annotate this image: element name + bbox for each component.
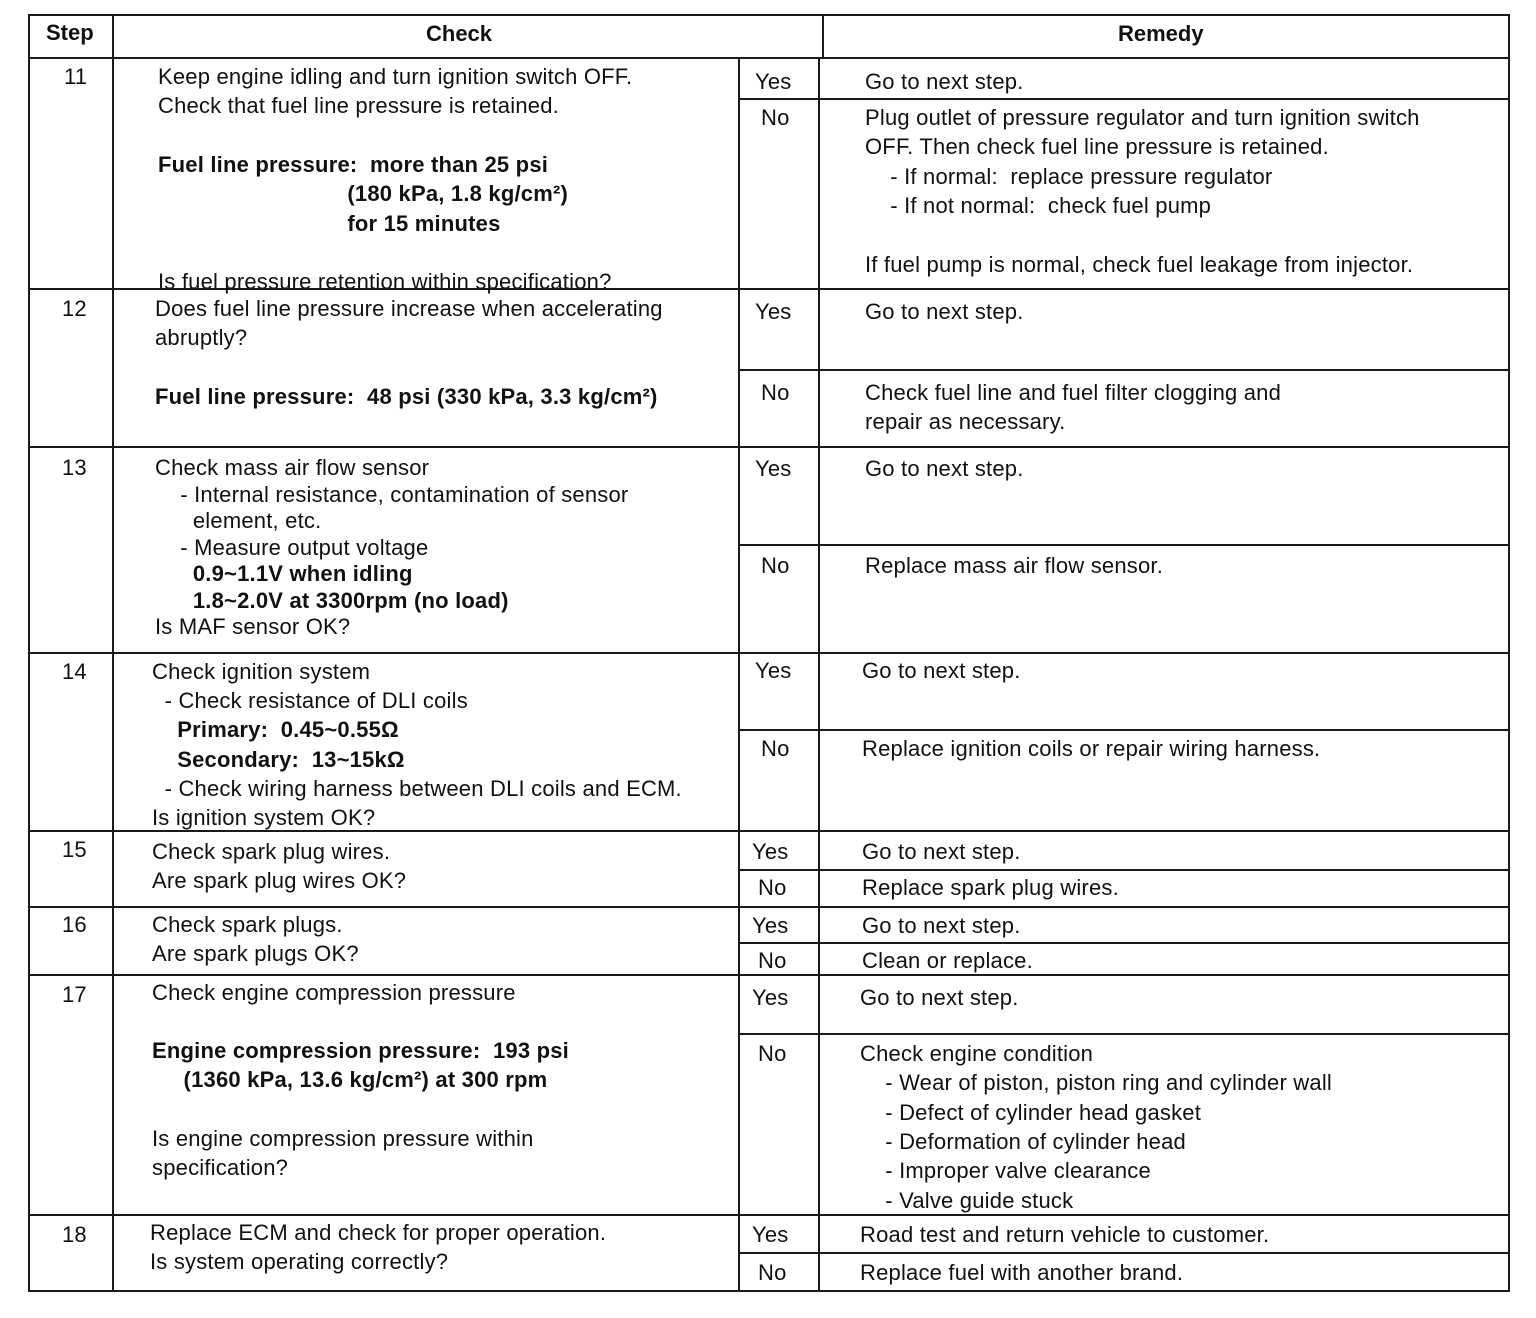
check-line: - Internal resistance, contamination of sensor: [155, 481, 629, 507]
yes-no-divider: [738, 98, 1508, 100]
step-number: 11: [64, 64, 88, 89]
no-remedy-line: Check fuel line and fuel filter clogging and: [865, 380, 1282, 405]
row-divider: [28, 652, 1510, 654]
yes-remedy-line: Go to next step.: [860, 985, 1019, 1010]
step-number: 13: [62, 455, 87, 480]
check-line: 1.8~2.0V at 3300rpm (no load): [155, 587, 509, 613]
yes-no-divider: [738, 369, 1508, 371]
no-label: No: [761, 553, 790, 578]
no-label: No: [758, 1041, 787, 1066]
check-line: Is fuel pressure retention within specification?: [158, 269, 612, 295]
yes-no-divider: [738, 544, 1508, 546]
no-remedy-line: - Valve guide stuck: [860, 1187, 1074, 1213]
yes-label: Yes: [755, 69, 792, 94]
check-line: for 15 minutes: [158, 210, 501, 236]
check-line: - Check wiring harness between DLI coils and ECM.: [152, 775, 682, 801]
header-step: Step: [46, 20, 94, 45]
yes-no-divider: [738, 942, 1508, 944]
header-check: Check: [426, 21, 493, 46]
no-remedy-line: Clean or replace.: [862, 948, 1033, 973]
check-line: abruptly?: [155, 325, 248, 351]
no-remedy-line: OFF. Then check fuel line pressure is retained.: [865, 134, 1329, 160]
no-remedy-line: Plug outlet of pressure regulator and turn ignition switch: [865, 105, 1420, 130]
yes-remedy-line: Go to next step.: [865, 299, 1024, 324]
yes-label: Yes: [752, 839, 789, 864]
check-line: Fuel line pressure: more than 25 psi: [158, 151, 549, 177]
check-line: Check spark plug wires.: [152, 839, 391, 864]
step-number: 15: [62, 837, 87, 862]
step-number: 16: [62, 912, 87, 937]
check-line: Fuel line pressure: 48 psi (330 kPa, 3.3 kg/cm²): [155, 383, 658, 409]
no-remedy-line: If fuel pump is normal, check fuel leakage from injector.: [865, 251, 1414, 277]
yes-label: Yes: [752, 1222, 789, 1247]
check-line: 0.9~1.1V when idling: [155, 561, 413, 586]
check-line: element, etc.: [155, 508, 322, 533]
check-column-divider: [738, 446, 740, 652]
check-line: Keep engine idling and turn ignition switch OFF.: [158, 64, 633, 89]
check-line: Are spark plug wires OK?: [152, 868, 407, 894]
check-line: Engine compression pressure: 193 psi: [152, 1038, 569, 1064]
check-line: Is MAF sensor OK?: [155, 614, 351, 639]
check-line: Check engine compression pressure: [152, 980, 516, 1005]
row-divider: [28, 446, 1510, 448]
check-line: Secondary: 13~15kΩ: [152, 746, 405, 772]
no-remedy-line: - Wear of piston, piston ring and cylinder wall: [860, 1070, 1333, 1096]
yes-label: Yes: [755, 658, 792, 683]
check-column-divider: [738, 288, 740, 446]
yes-label: Yes: [755, 299, 792, 324]
yes-remedy-line: Go to next step.: [862, 839, 1021, 864]
yes-remedy-line: Go to next step.: [865, 69, 1024, 94]
check-line: Does fuel line pressure increase when accelerating: [155, 296, 663, 321]
no-remedy-line: - Improper valve clearance: [860, 1158, 1151, 1184]
check-line: Check ignition system: [152, 659, 371, 684]
check-column-divider: [738, 652, 740, 830]
answer-column-divider: [818, 830, 820, 906]
no-remedy-line: repair as necessary.: [865, 409, 1066, 435]
no-label: No: [758, 875, 787, 900]
check-column-divider: [738, 57, 740, 288]
check-line: Check mass air flow sensor: [155, 455, 430, 480]
no-remedy-line: Replace mass air flow sensor.: [865, 553, 1164, 578]
no-remedy-line: - Defect of cylinder head gasket: [860, 1099, 1202, 1125]
yes-no-divider: [738, 869, 1508, 871]
row-divider: [28, 906, 1510, 908]
check-line: Is engine compression pressure within: [152, 1125, 534, 1151]
answer-column-divider: [818, 906, 820, 974]
no-remedy-line: - Deformation of cylinder head: [860, 1128, 1186, 1154]
check-line: Replace ECM and check for proper operation.: [150, 1220, 607, 1245]
table-border-top: [28, 14, 1510, 16]
no-label: No: [761, 736, 790, 761]
check-column-divider: [738, 906, 740, 974]
yes-label: Yes: [752, 985, 789, 1010]
yes-remedy-line: Go to next step.: [865, 456, 1024, 481]
yes-no-divider: [738, 729, 1508, 731]
check-line: Check that fuel line pressure is retained.: [158, 93, 559, 119]
check-line: specification?: [152, 1154, 289, 1180]
check-line: Is ignition system OK?: [152, 805, 376, 830]
no-remedy-line: - If not normal: check fuel pump: [865, 192, 1212, 218]
no-label: No: [761, 105, 790, 130]
check-column-divider: [738, 974, 740, 1214]
header-remedy: Remedy: [1118, 21, 1204, 46]
yes-no-divider: [738, 1033, 1508, 1035]
check-line: Are spark plugs OK?: [152, 941, 359, 967]
check-line: (180 kPa, 1.8 kg/cm²): [158, 181, 569, 207]
no-label: No: [761, 380, 790, 405]
yes-remedy-line: Road test and return vehicle to customer.: [860, 1222, 1270, 1247]
check-line: - Measure output voltage: [155, 534, 429, 560]
row-divider: [28, 1290, 1510, 1292]
check-line: Check spark plugs.: [152, 912, 343, 937]
check-column-divider: [738, 830, 740, 906]
yes-remedy-line: Go to next step.: [862, 913, 1021, 938]
check-line: Primary: 0.45~0.55Ω: [152, 717, 399, 743]
step-number: 17: [62, 982, 87, 1007]
yes-label: Yes: [755, 456, 792, 481]
check-line: - Check resistance of DLI coils: [152, 688, 468, 714]
answer-column-divider: [818, 974, 820, 1214]
no-label: No: [758, 948, 787, 973]
answer-column-divider: [818, 652, 820, 830]
no-remedy-line: Replace fuel with another brand.: [860, 1260, 1184, 1285]
yes-remedy-line: Go to next step.: [862, 658, 1021, 683]
no-remedy-line: Replace ignition coils or repair wiring harness.: [862, 736, 1321, 761]
header-divider: [28, 57, 1510, 59]
header-remedy-divider: [822, 14, 824, 57]
step-number: 14: [62, 659, 87, 684]
step-number: 12: [62, 296, 87, 321]
yes-label: Yes: [752, 913, 789, 938]
no-remedy-line: Check engine condition: [860, 1041, 1094, 1066]
no-remedy-line: Replace spark plug wires.: [862, 875, 1119, 900]
no-remedy-line: - If normal: replace pressure regulator: [865, 163, 1273, 189]
yes-no-divider: [738, 1252, 1508, 1254]
check-line: (1360 kPa, 13.6 kg/cm²) at 300 rpm: [152, 1067, 548, 1093]
check-line: Is system operating correctly?: [150, 1249, 449, 1275]
step-number: 18: [62, 1222, 87, 1247]
no-label: No: [758, 1260, 787, 1285]
answer-column-divider: [818, 57, 820, 288]
answer-column-divider: [818, 288, 820, 446]
answer-column-divider: [818, 446, 820, 652]
row-divider: [28, 1214, 1510, 1216]
